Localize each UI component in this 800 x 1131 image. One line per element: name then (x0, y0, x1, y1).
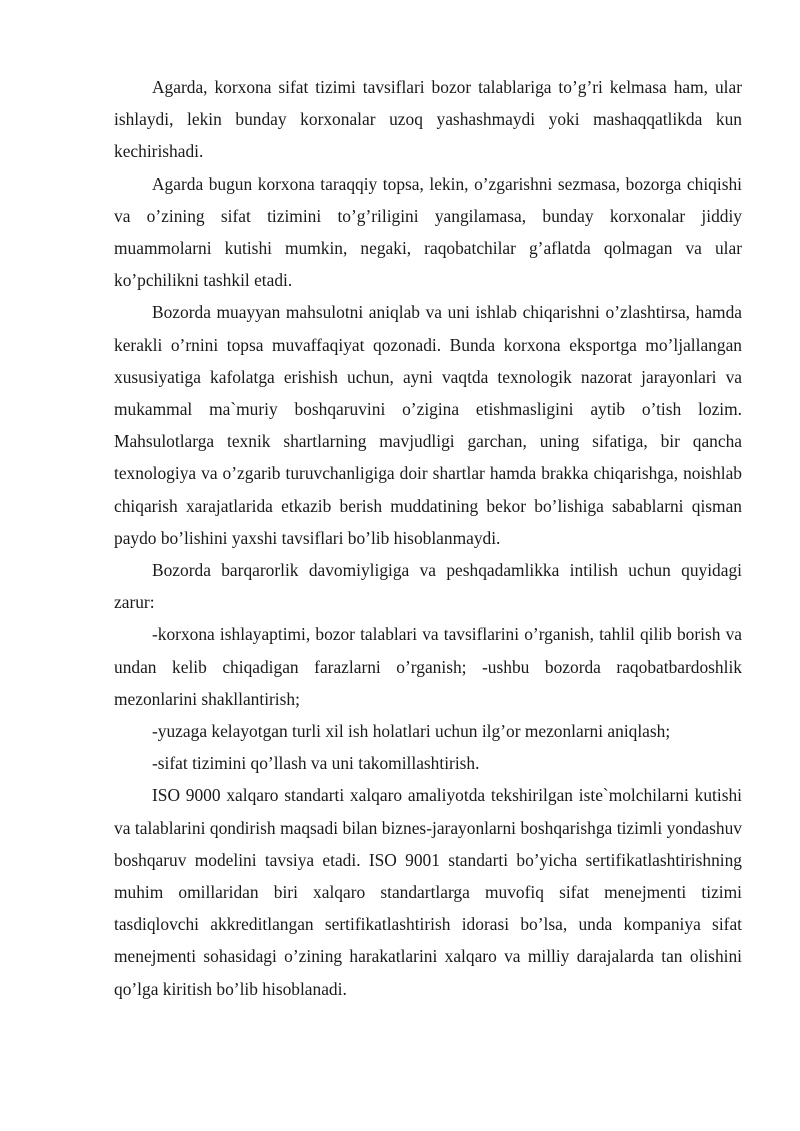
paragraph-6: -yuzaga kelayotgan turli xil ish holatlari uchun ilg’or mezonlarni aniqlash; (152, 721, 671, 742)
paragraph-8: ISO 9000 xalqaro standarti xalqaro amaliyotda tekshirilgan iste`molchilarni kutishi va talablarini qondirish maqsadi bilan biznes-jarayonlarni boshqarishga tizimli yondashuv boshqaruv modelini tavsiya etadi. ISO 9001 standarti bo’yicha sertifikatlashtirishning muhim omillaridan biri xalqaro standartlarga muvofiq sifat menejmenti tizimi tasdiqlovchi akkreditlangan sertifikatlashtirish idorasi bo’lsa, unda kompaniya sifat menejmenti sohasidagi o’zining harakatlarini xalqaro va milliy darajalarda tan olishini qo’lga kiritish bo’lib hisoblanadi. (114, 785, 742, 999)
paragraph-7: -sifat tizimini qo’llash va uni takomillashtirish. (152, 753, 480, 774)
paragraph-4: Bozorda barqarorlik davomiyligiga va peshqadamlikka intilish uchun quyidagi zarur: (114, 560, 742, 613)
paragraph-1: Agarda, korxona sifat tizimi tavsiflari bozor talablariga to’g’ri kelmasa ham, ular ishlaydi, lekin bunday korxonalar uzoq yashashmaydi yoki mashaqqatlikda kun kechirishadi. (114, 77, 742, 162)
paragraph-3: Bozorda muayyan mahsulotni aniqlab va uni ishlab chiqarishni o’zlashtirsa, hamda kerakli o’rnini topsa muvaffaqiyat qozonadi. Bunda korxona eksportga mo’ljallangan xususiyatiga kafolatga erishish uchun, ayni vaqtda texnologik nazorat jarayonlari va mukammal ma`muriy boshqaruvini o’zigina etishmasligini aytib o’tish lozim. Mahsulotlarga texnik shartlarning mavjudligi garchan, uning sifatiga, bir qancha texnologiya va o’zgarib turuvchanligiga doir shartlar hamda brakka chiqarishga, noishlab chiqarish xarajatlarida etkazib berish muddatining bekor bo’lishiga sabablarni qisman paydo bo’lishini yaxshi tavsiflari bo’lib hisoblanmaydi. (114, 302, 742, 548)
paragraph-5: -korxona ishlayaptimi, bozor talablari va tavsiflarini o’rganish, tahlil qilib borish va undan kelib chiqadigan farazlarni o’rganish; -ushbu bozorda raqobatbardoshlik mezonlarini shakllantirish; (114, 624, 742, 709)
paragraph-2: Agarda bugun korxona taraqqiy topsa, lekin, o’zgarishni sezmasa, bozorga chiqishi va o’zining sifat tizimini to’g’riligini yangilamasa, bunday korxonalar jiddiy muammolarni kutishi mumkin, negaki, raqobatchilar g’aflatda qolmagan va ular ko’pchilikni tashkil etadi. (114, 173, 742, 291)
document-page (114, 71, 742, 1005)
